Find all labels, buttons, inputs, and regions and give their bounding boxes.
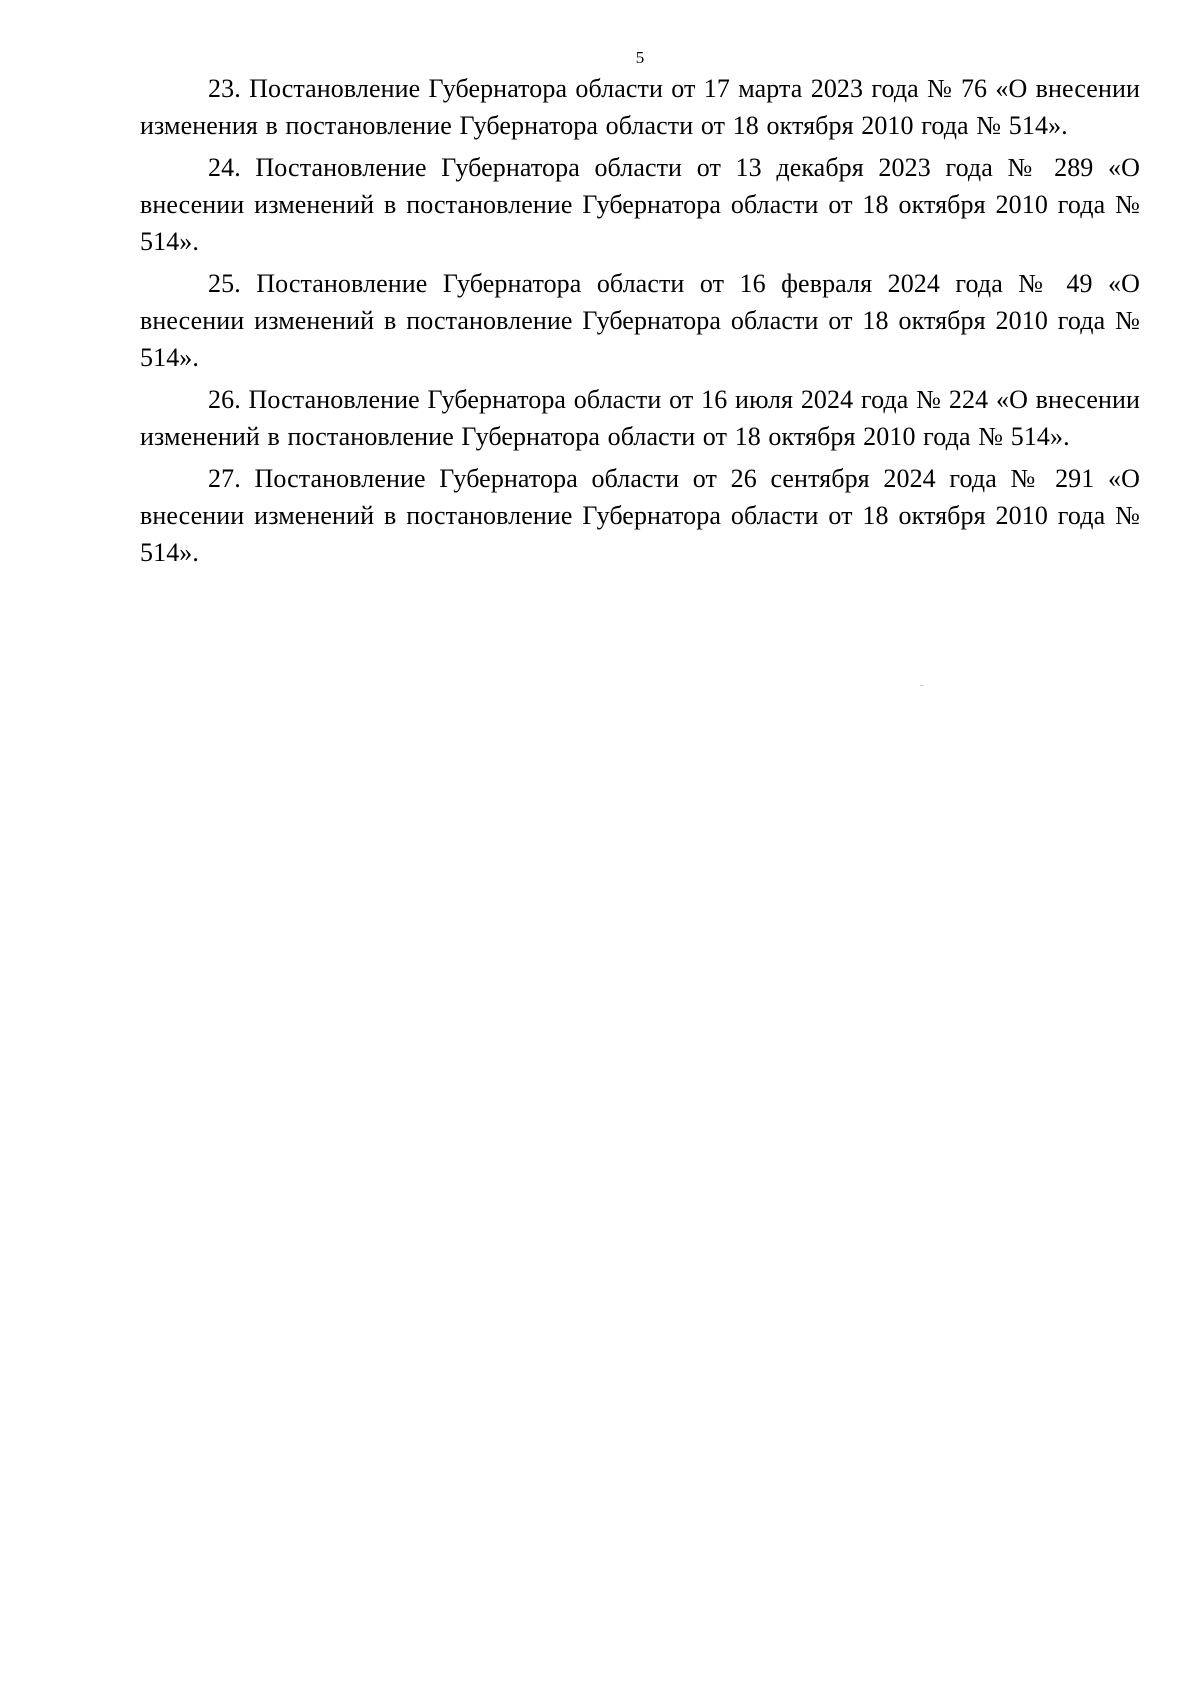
scan-speck [920,685,924,686]
list-item-26: 26. Постановление Губернатора области от 16 июля 2024 года № 224 «О внесении изменений в постановление Губернатора области от 18 октября 2010 года № 514». [140,385,1140,451]
document-body [140,70,1140,576]
list-item-27: 27. Постановление Губернатора области от 26 сентября 2024 года № 291 «О внесении изменений в постановление Губернатора области от 18 октября 2010 года № 514». [140,464,1140,567]
list-item-24: 24. Постановление Губернатора области от 13 декабря 2023 года № 289 «О внесении изменений в постановление Губернатора области от 18 октября 2010 года № 514». [140,153,1140,256]
page-number: 5 [635,48,645,67]
list-item-23: 23. Постановление Губернатора области от 17 марта 2023 года № 76 «О внесении изменения в постановление Губернатора области от 18 октября 2010 года № 514». [140,74,1140,140]
list-item-25: 25. Постановление Губернатора области от 16 февраля 2024 года № 49 «О внесении изменений в постановление Губернатора области от 18 октября 2010 года № 514». [140,269,1140,372]
